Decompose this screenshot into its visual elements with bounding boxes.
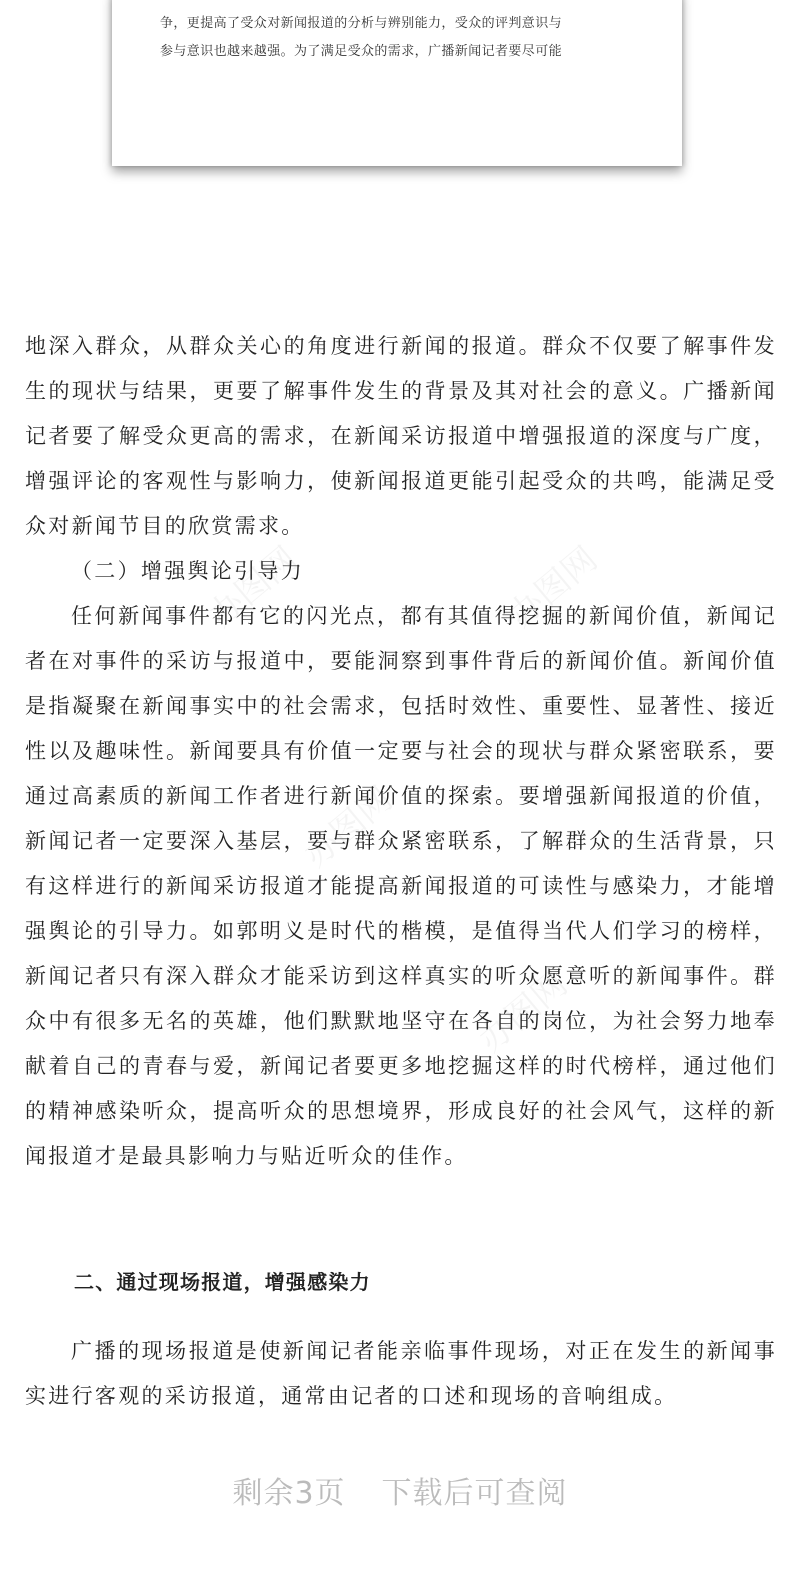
preview-line-2: 参与意识也越来越强。为了满足受众的需求，广播新闻记者要尽可能 [160, 44, 563, 59]
remaining-pages-notice[interactable] [0, 1468, 800, 1512]
article-body-continued [25, 1329, 777, 1419]
paragraph-continued: 地深入群众，从群众关心的角度进行新闻的报道。群众不仅要了解事件发生的现状与结果，更要了解事件发生的背景及其对社会的意义。广播新闻记者要了解受众更高的需求，在新闻采访报道中增强报道的深度与广度，增强评论的客观性与影响力，使新闻报道更能引起受众的共鸣，能满足受众对新闻节目的欣赏需求。 [25, 334, 777, 538]
download-hint-label: 下载后可查阅 [381, 1476, 568, 1511]
subheading-guidance: （二）增强舆论引导力 [71, 559, 304, 583]
preview-line-1: 争，更提高了受众对新闻报道的分析与辨别能力，受众的评判意识与 [160, 16, 563, 31]
section-heading-live-report: 二、通过现场报道，增强感染力 [74, 1270, 371, 1294]
remaining-pages-label: 剩余3页 [232, 1476, 346, 1511]
article-body [25, 324, 777, 1179]
document-preview-card [112, 0, 682, 166]
paragraph-live-report: 广播的现场报道是使新闻记者能亲临事件现场，对正在发生的新闻事实进行客观的采访报道，通常由记者的口述和现场的音响组成。 [25, 1339, 777, 1408]
paragraph-news-value: 任何新闻事件都有它的闪光点，都有其值得挖掘的新闻价值，新闻记者在对事件的采访与报道中，要能洞察到事件背后的新闻价值。新闻价值是指凝聚在新闻事实中的社会需求，包括时效性、重要性、显著性、接近性以及趣味性。新闻要具有价值一定要与社会的现状与群众紧密联系，要通过高素质的新闻工作者进行新闻价值的探索。要增强新闻报道的价值，新闻记者一定要深入基层，要与群众紧密联系，了解群众的生活背景，只有这样进行的新闻采访报道才能提高新闻报道的可读性与感染力，才能增强舆论的引导力。如郭明义是时代的楷模，是值得当代人们学习的榜样，新闻记者只有深入群众才能采访到这样真实的听众愿意听的新闻事件。群众中有很多无名的英雄，他们默默地坚守在各自的岗位，为社会努力地奉献着自己的青春与爱，新闻记者要更多地挖掘这样的时代榜样，通过他们的精神感染听众，提高听众的思想境界，形成良好的社会风气，这样的新闻报道才是最具影响力与贴近听众的佳作。 [25, 604, 777, 1168]
